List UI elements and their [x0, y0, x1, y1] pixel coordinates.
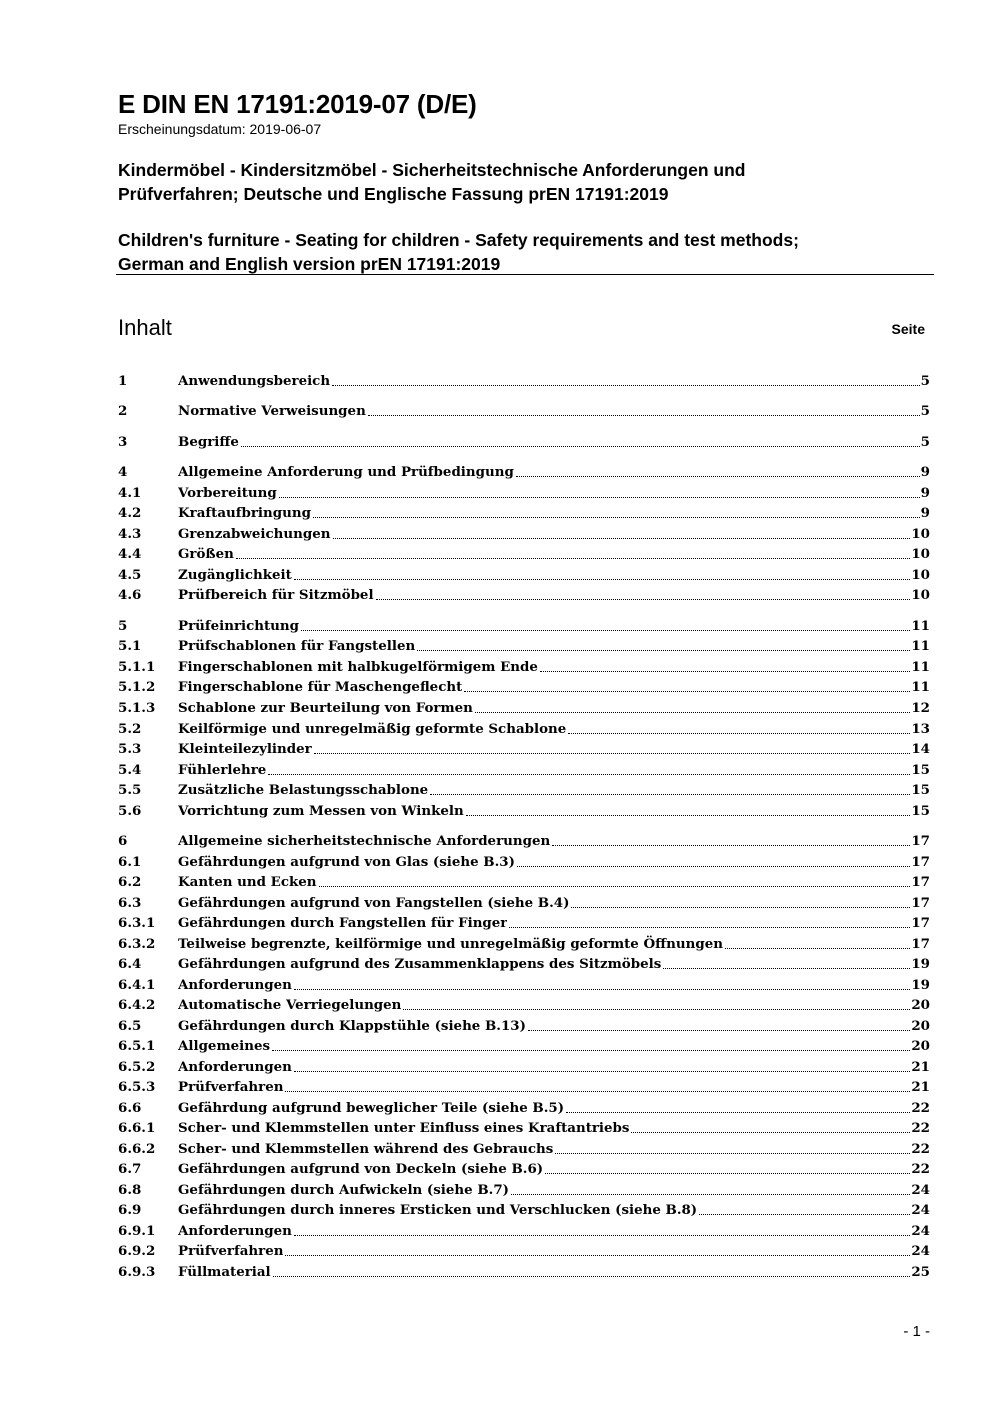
toc-leader-dots — [699, 1213, 910, 1215]
toc-entry-title: Prüfverfahren — [178, 1079, 284, 1095]
toc-entry[interactable] — [118, 523, 930, 543]
toc-entry[interactable] — [118, 974, 930, 994]
toc-entry-number: 5.2 — [118, 721, 142, 737]
toc-entry-page: 19 — [911, 977, 930, 993]
toc-entry[interactable] — [118, 892, 930, 912]
toc-entry[interactable] — [118, 830, 930, 850]
toc-leader-dots — [241, 445, 920, 447]
toc-entry-number: 5.5 — [118, 782, 142, 798]
toc-page-label: Seite — [891, 321, 925, 337]
title-english-line-2: German and English version prEN 17191:2019 — [118, 254, 501, 274]
toc-leader-dots — [517, 865, 910, 867]
toc-entry-number: 6.7 — [118, 1161, 142, 1177]
title-german — [118, 158, 745, 206]
toc-leader-dots — [332, 384, 920, 386]
toc-entry-page: 17 — [911, 874, 930, 890]
toc-entry[interactable] — [118, 779, 930, 799]
toc-entry-number: 5.1.1 — [118, 659, 156, 675]
toc-entry[interactable] — [118, 1240, 930, 1260]
toc-entry-number: 6.4.1 — [118, 977, 156, 993]
toc-entry-number: 6.5.1 — [118, 1038, 156, 1054]
toc-entry-number: 1 — [118, 373, 128, 389]
toc-leader-dots — [273, 1275, 911, 1277]
toc-leader-dots — [511, 1193, 910, 1195]
toc-leader-dots — [725, 947, 910, 949]
toc-entry-title: Kleinteilezylinder — [178, 741, 312, 757]
toc-entry-page: 21 — [911, 1059, 930, 1075]
toc-leader-dots — [285, 1090, 910, 1092]
toc-entry-number: 6 — [118, 833, 128, 849]
toc-entry-title: Fingerschablonen mit halbkugelförmigem Ende — [178, 659, 538, 675]
toc-entry-number: 4 — [118, 464, 128, 480]
toc-entry[interactable] — [118, 697, 930, 717]
toc-entry-page: 21 — [911, 1079, 930, 1095]
toc-entry[interactable] — [118, 759, 930, 779]
toc-entry-title: Allgemeine Anforderung und Prüfbedingung — [178, 464, 514, 480]
toc-entry[interactable] — [118, 370, 930, 390]
toc-leader-dots — [313, 516, 920, 518]
toc-entry-page: 11 — [911, 679, 930, 695]
publication-date: Erscheinungsdatum: 2019-06-07 — [118, 121, 322, 137]
toc-entry-number: 6.6 — [118, 1100, 142, 1116]
toc-entry-title: Anforderungen — [178, 977, 292, 993]
toc-entry-page: 24 — [911, 1243, 930, 1259]
document-title: E DIN EN 17191:2019-07 (D/E) — [118, 89, 477, 119]
toc-entry[interactable] — [118, 584, 930, 604]
toc-leader-dots — [466, 814, 911, 816]
toc-entry-number: 6.9 — [118, 1202, 142, 1218]
toc-entry-title: Gefährdung aufgrund beweglicher Teile (siehe B.5) — [178, 1100, 565, 1116]
toc-entry-title: Füllmaterial — [178, 1264, 271, 1280]
toc-entry-page: 24 — [911, 1202, 930, 1218]
toc-entry[interactable] — [118, 1138, 930, 1158]
toc-entry-title: Kanten und Ecken — [178, 874, 317, 890]
toc-entry-title: Gefährdungen durch inneres Ersticken und Verschlucken (siehe B.8) — [178, 1202, 698, 1218]
toc-entry-number: 6.6.1 — [118, 1120, 156, 1136]
toc-entry[interactable] — [118, 400, 930, 420]
toc-entry[interactable] — [118, 1199, 930, 1219]
toc-leader-dots — [552, 844, 910, 846]
toc-entry-title: Gefährdungen durch Klappstühle (siehe B.13) — [178, 1018, 526, 1034]
toc-leader-dots — [516, 475, 920, 477]
toc-entry-page: 20 — [911, 1038, 930, 1054]
toc-entry-page: 17 — [911, 936, 930, 952]
toc-entry[interactable] — [118, 1035, 930, 1055]
toc-entry-page: 15 — [911, 803, 930, 819]
toc-leader-dots — [540, 670, 910, 672]
toc-entry-title: Gefährdungen aufgrund von Fangstellen (siehe B.4) — [178, 895, 570, 911]
toc-entry-page: 11 — [911, 659, 930, 675]
toc-entry[interactable] — [118, 1076, 930, 1096]
toc-entry-page: 10 — [911, 567, 930, 583]
toc-entry-number: 4.2 — [118, 505, 142, 521]
toc-entry-title: Gefährdungen durch Aufwickeln (siehe B.7) — [178, 1182, 509, 1198]
toc-leader-dots — [314, 752, 911, 754]
toc-entry-page: 20 — [911, 997, 930, 1013]
toc-leader-dots — [279, 496, 920, 498]
toc-entry-number: 4.1 — [118, 485, 142, 501]
toc-entry-page: 20 — [911, 1018, 930, 1034]
toc-entry-number: 6.2 — [118, 874, 142, 890]
toc-entry[interactable] — [118, 851, 930, 871]
toc-entry-number: 5.4 — [118, 762, 142, 778]
toc-entry-title: Anwendungsbereich — [178, 373, 331, 389]
toc-entry[interactable] — [118, 738, 930, 758]
toc-entry-title: Begriffe — [178, 434, 239, 450]
toc-heading: Inhalt — [118, 315, 172, 340]
toc-entry-title: Prüfbereich für Sitzmöbel — [178, 587, 374, 603]
toc-entry-number: 6.3 — [118, 895, 142, 911]
toc-leader-dots — [571, 906, 910, 908]
toc-leader-dots — [294, 578, 911, 580]
toc-entry-number: 6.4.2 — [118, 997, 156, 1013]
toc-entry[interactable] — [118, 431, 930, 451]
toc-leader-dots — [555, 1152, 910, 1154]
toc-leader-dots — [663, 967, 910, 969]
toc-entry-number: 6.5.3 — [118, 1079, 156, 1095]
toc-leader-dots — [285, 1254, 910, 1256]
toc-entry-page: 5 — [920, 403, 930, 419]
toc-entry-title: Scher- und Klemmstellen während des Gebrauchs — [178, 1141, 554, 1157]
toc-entry-number: 5.1 — [118, 638, 142, 654]
toc-entry-number: 6.6.2 — [118, 1141, 156, 1157]
toc-entry-page: 25 — [911, 1264, 930, 1280]
toc-leader-dots — [403, 1008, 910, 1010]
toc-entry-title: Teilweise begrenzte, keilförmige und unregelmäßig geformte Öffnungen — [178, 936, 723, 952]
toc-leader-dots — [568, 732, 910, 734]
toc-entry-title: Grenzabweichungen — [178, 526, 331, 542]
toc-leader-dots — [464, 690, 910, 692]
toc-leader-dots — [294, 988, 910, 990]
toc-entry[interactable] — [118, 635, 930, 655]
toc-entry-number: 5.1.3 — [118, 700, 156, 716]
toc-entry-page: 17 — [911, 854, 930, 870]
toc-entry-number: 6.9.3 — [118, 1264, 156, 1280]
toc-entry[interactable] — [118, 1261, 930, 1281]
toc-entry[interactable] — [118, 912, 930, 932]
toc-leader-dots — [294, 1070, 910, 1072]
toc-leader-dots — [545, 1172, 910, 1174]
toc-entry[interactable] — [118, 1097, 930, 1117]
toc-entry-number: 6.3.1 — [118, 915, 156, 931]
toc-entry-title: Normative Verweisungen — [178, 403, 366, 419]
title-german-line-2: Prüfverfahren; Deutsche und Englische Fassung prEN 17191:2019 — [118, 184, 669, 204]
toc-entry-title: Fühlerlehre — [178, 762, 267, 778]
toc-leader-dots — [272, 1049, 910, 1051]
toc-leader-dots — [319, 885, 911, 887]
toc-leader-dots — [376, 598, 911, 600]
toc-entry-number: 6.4 — [118, 956, 142, 972]
toc-entry-title: Automatische Verriegelungen — [178, 997, 402, 1013]
toc-entry[interactable] — [118, 1117, 930, 1137]
toc-entry-title: Prüfverfahren — [178, 1243, 284, 1259]
toc-entry-title: Zugänglichkeit — [178, 567, 292, 583]
toc-leader-dots — [301, 629, 910, 631]
toc-entry-number: 4.6 — [118, 587, 142, 603]
toc-leader-dots — [475, 711, 910, 713]
toc-leader-dots — [236, 557, 911, 559]
toc-entry-number: 5.6 — [118, 803, 142, 819]
toc-entry-page: 9 — [920, 505, 930, 521]
toc-entry-title: Keilförmige und unregelmäßig geformte Schablone — [178, 721, 567, 737]
toc-entry-page: 10 — [911, 526, 930, 542]
toc-entry-page: 5 — [920, 434, 930, 450]
toc-entry-page: 17 — [911, 915, 930, 931]
toc-entry-page: 22 — [911, 1141, 930, 1157]
toc-entry-page: 12 — [911, 700, 930, 716]
toc-entry-title: Prüfeinrichtung — [178, 618, 300, 634]
toc-entry[interactable] — [118, 1056, 930, 1076]
toc-entry-title: Allgemeine sicherheitstechnische Anforderungen — [178, 833, 551, 849]
toc-entry-number: 2 — [118, 403, 128, 419]
toc-entry-page: 15 — [911, 762, 930, 778]
toc-entry-title: Vorbereitung — [178, 485, 277, 501]
title-english — [118, 228, 799, 276]
toc-entry-page: 22 — [911, 1161, 930, 1177]
toc-entry-page: 10 — [911, 587, 930, 603]
toc-entry-number: 4.4 — [118, 546, 142, 562]
toc-entry[interactable] — [118, 871, 930, 891]
toc-entry-page: 9 — [920, 464, 930, 480]
toc-entry-title: Anforderungen — [178, 1223, 292, 1239]
toc-entry-page: 11 — [911, 638, 930, 654]
toc-entry-page: 17 — [911, 833, 930, 849]
toc-entry[interactable] — [118, 502, 930, 522]
toc-entry-number: 6.3.2 — [118, 936, 156, 952]
toc-entry-title: Vorrichtung zum Messen von Winkeln — [178, 803, 464, 819]
toc-entry[interactable] — [118, 676, 930, 696]
toc-entry-page: 24 — [911, 1182, 930, 1198]
toc-entry-page: 17 — [911, 895, 930, 911]
toc-entry-page: 11 — [911, 618, 930, 634]
toc-entry-page: 13 — [911, 721, 930, 737]
toc-leader-dots — [528, 1029, 910, 1031]
toc-entry[interactable] — [118, 718, 930, 738]
toc-entry-page: 10 — [911, 546, 930, 562]
toc-entry-title: Größen — [178, 546, 234, 562]
title-divider — [116, 274, 934, 275]
toc-entry[interactable] — [118, 543, 930, 563]
toc-entry-title: Anforderungen — [178, 1059, 292, 1075]
toc-entry-page: 5 — [920, 373, 930, 389]
toc-entry[interactable] — [118, 933, 930, 953]
toc-entry[interactable] — [118, 1158, 930, 1178]
toc-entry[interactable] — [118, 1220, 930, 1240]
toc-leader-dots — [430, 793, 910, 795]
toc-leader-dots — [333, 537, 911, 539]
toc-entry-number: 6.5 — [118, 1018, 142, 1034]
title-german-line-1: Kindermöbel - Kindersitzmöbel - Sicherheitstechnische Anforderungen und — [118, 160, 746, 180]
toc-entry-page: 22 — [911, 1120, 930, 1136]
toc-entry-number: 6.9.1 — [118, 1223, 156, 1239]
toc-entry-page: 24 — [911, 1223, 930, 1239]
toc-leader-dots — [268, 773, 910, 775]
toc-entry[interactable] — [118, 482, 930, 502]
toc-entry-page: 22 — [911, 1100, 930, 1116]
toc-leader-dots — [417, 649, 910, 651]
toc-entry-title: Gefährdungen durch Fangstellen für Finger — [178, 915, 508, 931]
toc-entry-title: Allgemeines — [178, 1038, 271, 1054]
toc-entry[interactable] — [118, 953, 930, 973]
toc-entry-title: Fingerschablone für Maschengeflecht — [178, 679, 463, 695]
toc-entry-number: 3 — [118, 434, 128, 450]
page-number: - 1 - — [903, 1323, 930, 1340]
toc-entry-page: 14 — [911, 741, 930, 757]
toc-leader-dots — [509, 926, 910, 928]
toc-leader-dots — [631, 1131, 910, 1133]
toc-entry-number: 6.5.2 — [118, 1059, 156, 1075]
toc-entry-title: Schablone zur Beurteilung von Formen — [178, 700, 473, 716]
toc-entry[interactable] — [118, 994, 930, 1014]
toc-entry-title: Gefährdungen aufgrund von Deckeln (siehe B.6) — [178, 1161, 544, 1177]
toc-entry-page: 15 — [911, 782, 930, 798]
toc-entry-page: 19 — [911, 956, 930, 972]
toc-entry-number: 4.5 — [118, 567, 142, 583]
toc-entry[interactable] — [118, 564, 930, 584]
toc-entry[interactable] — [118, 1179, 930, 1199]
toc-entry-number: 5.3 — [118, 741, 142, 757]
toc-entry-title: Gefährdungen aufgrund des Zusammenklappens des Sitzmöbels — [178, 956, 662, 972]
toc-entry-number: 5 — [118, 618, 128, 634]
toc-entry-number: 6.8 — [118, 1182, 142, 1198]
toc-entry-title: Gefährdungen aufgrund von Glas (siehe B.3) — [178, 854, 515, 870]
toc-entry[interactable] — [118, 1015, 930, 1035]
toc-entry-title: Prüfschablonen für Fangstellen — [178, 638, 416, 654]
toc-entry[interactable] — [118, 800, 930, 820]
toc-entry-number: 6.1 — [118, 854, 142, 870]
toc-entry[interactable] — [118, 615, 930, 635]
title-english-line-1: Children's furniture - Seating for children - Safety requirements and test methods; — [118, 230, 799, 250]
toc-entry-title: Zusätzliche Belastungsschablone — [178, 782, 429, 798]
toc-entry-number: 6.9.2 — [118, 1243, 156, 1259]
toc-entry-number: 4.3 — [118, 526, 142, 542]
toc-entry-title: Scher- und Klemmstellen unter Einfluss eines Kraftantriebs — [178, 1120, 630, 1136]
toc-entry-page: 9 — [920, 485, 930, 501]
toc-entry[interactable] — [118, 656, 930, 676]
toc-leader-dots — [294, 1234, 910, 1236]
toc-leader-dots — [566, 1111, 910, 1113]
toc-leader-dots — [368, 414, 920, 416]
toc-entry-number: 5.1.2 — [118, 679, 156, 695]
toc-entry-title: Kraftaufbringung — [178, 505, 311, 521]
toc-entry[interactable] — [118, 461, 930, 481]
